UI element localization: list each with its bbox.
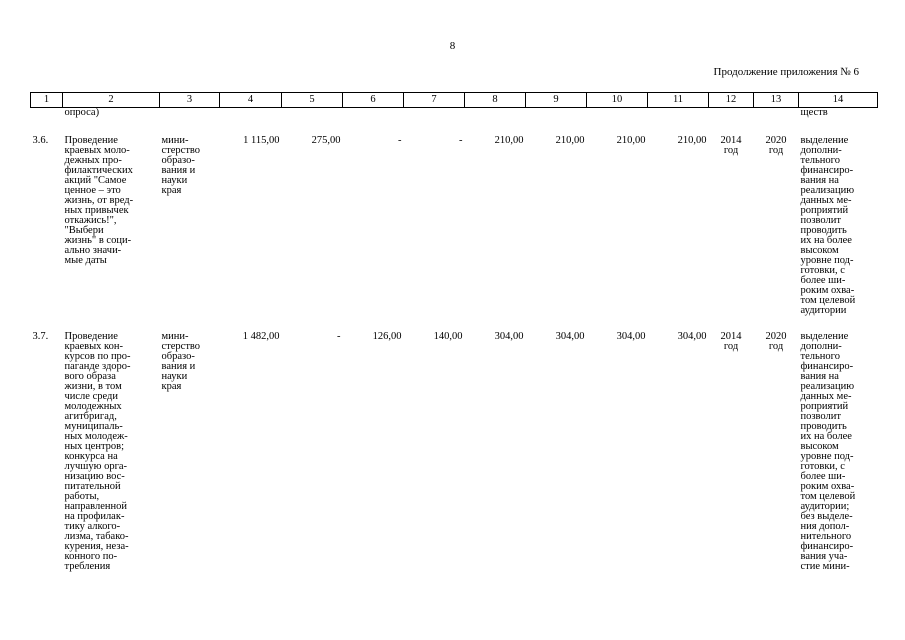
total-amount: 1 115,00: [243, 135, 280, 146]
amount-2016: -: [459, 135, 463, 146]
column-header: 3: [160, 93, 220, 108]
amount-2017: 210,00: [494, 135, 524, 146]
amount-2015: 126,00: [372, 331, 402, 342]
amount-2016: 140,00: [433, 331, 463, 342]
column-header: 5: [282, 93, 343, 108]
column-header: 6: [343, 93, 404, 108]
row-number: 3.6.: [32, 135, 49, 146]
amount-2015: -: [398, 135, 402, 146]
amount-2020: 304,00: [677, 331, 707, 342]
executor: мини- стерство образо- вания и науки края: [161, 331, 201, 392]
event-name: Проведение краевых моло- дежных про- филактических акций "Самое ценное – это жизнь, от вред- ных привычек откажись!", "Выбери жизнь" в соци- ально значи- мые даты: [64, 135, 134, 266]
column-header: 10: [587, 93, 648, 108]
column-header: 11: [648, 93, 709, 108]
amount-2014: 275,00: [311, 135, 341, 146]
expected-result: выделение дополни- тельного финансиро- вания на реализацию данных ме- роприятий позволит проводить их на более высоком уровне под- готовки, с более ши- роким охва- том целевой аудитории: [800, 135, 856, 316]
continued-row-fragment: [31, 108, 878, 137]
column-header: 2: [63, 93, 160, 108]
column-header: 8: [465, 93, 526, 108]
event-name: Проведение краевых кон- курсов по про- паганде здоро- вого образа жизни, в том числе среди молодежных агитбригад, муниципаль- ных молодеж- ных центров; конкурса на лучшую орга- низацию вос- питательной работы, направленной на профилак- тику алкого- лизма, табако- курения, неза- конного по- требления: [64, 331, 131, 572]
amount-2018: 210,00: [555, 135, 585, 146]
column-header: 12: [709, 93, 754, 108]
column-header: 7: [404, 93, 465, 108]
expected-result: выделение дополни- тельного финансиро- вания на реализацию данных ме- роприятий позволит проводить их на более высоком уровне под- готовки, с более ши- роким охва- том целевой аудитории; без выделе- ния допол- нительного финансиро- вания уча- стие мини-: [800, 331, 856, 572]
end-year: 2020 год: [765, 331, 787, 352]
amount-2020: 210,00: [677, 135, 707, 146]
end-year: 2020 год: [765, 135, 787, 156]
amount-2018: 304,00: [555, 331, 585, 342]
table-row: [31, 332, 878, 572]
column-number-header-row: [31, 93, 878, 108]
amount-2019: 210,00: [616, 135, 646, 146]
amount-2014: -: [337, 331, 341, 342]
appendix-continuation-note: Продолжение приложения № 6: [713, 66, 859, 78]
row-number: 3.7.: [32, 331, 49, 342]
amount-2017: 304,00: [494, 331, 524, 342]
page-number: 8: [449, 40, 456, 52]
column-header: 1: [31, 93, 63, 108]
program-activities-table: [30, 92, 878, 572]
column-header: 9: [526, 93, 587, 108]
start-year: 2014 год: [720, 331, 742, 352]
column-header: 4: [220, 93, 282, 108]
column-header: 14: [799, 93, 878, 108]
result-fragment: ществ: [800, 107, 828, 118]
total-amount: 1 482,00: [242, 331, 280, 342]
column-header: 13: [754, 93, 799, 108]
table-row: [31, 136, 878, 332]
amount-2019: 304,00: [616, 331, 646, 342]
start-year: 2014 год: [720, 135, 742, 156]
event-name-fragment: опроса): [64, 107, 100, 118]
executor: мини- стерство образо- вания и науки края: [161, 135, 201, 196]
